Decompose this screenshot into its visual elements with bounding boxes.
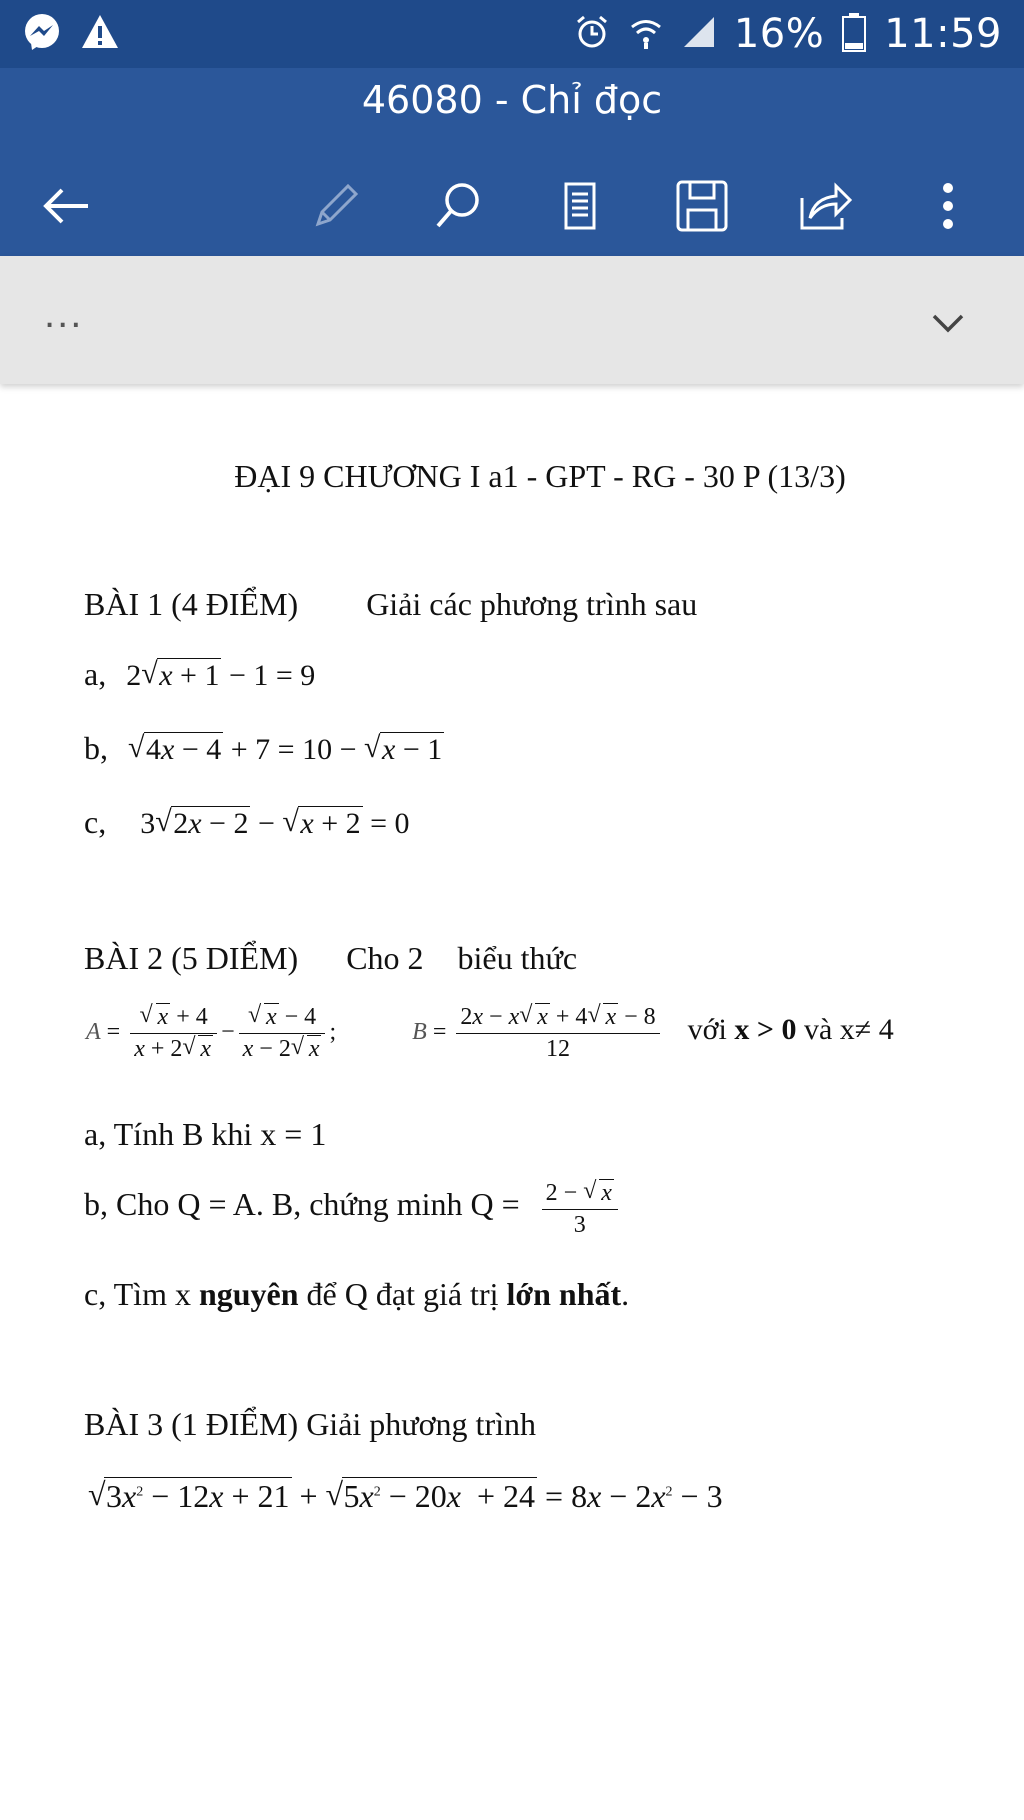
bai2-part-c bbox=[84, 1276, 629, 1313]
app-bar bbox=[0, 68, 1024, 256]
bai1-header bbox=[84, 586, 697, 623]
bai2-title: BÀI 2 (5 DIỂM) bbox=[84, 940, 299, 976]
bai2-condition bbox=[688, 1013, 894, 1046]
messenger-icon bbox=[22, 12, 62, 57]
overflow-menu-icon bbox=[920, 178, 976, 234]
warning-icon bbox=[80, 12, 120, 57]
battery-icon bbox=[842, 12, 866, 57]
document-page bbox=[0, 384, 1024, 1820]
part-c-bold-max: lớn nhất bbox=[506, 1276, 622, 1312]
wifi-icon bbox=[628, 14, 664, 55]
expression-a: A = √ $\frac{x + 4}{x + 2√ x}$ − √ $\frac{x - 4}{x - 2√ x}$ ; bbox=[86, 1019, 342, 1045]
condition-bold: x > 0 bbox=[734, 1013, 797, 1047]
bai3-title: BÀI 3 (1 ĐIỂM) Giải phương trình bbox=[84, 1406, 536, 1442]
search-icon bbox=[430, 178, 486, 234]
back-button[interactable] bbox=[18, 158, 114, 254]
signal-icon bbox=[682, 15, 716, 54]
bai1-c-equation: 3√ 2x − 2 − √ x + 2 = 0 bbox=[140, 807, 409, 840]
part-c-prefix: c, Tìm x bbox=[84, 1276, 191, 1312]
pencil-icon bbox=[308, 178, 364, 234]
bai1-a-label: a, bbox=[84, 656, 107, 692]
status-bar bbox=[0, 0, 1024, 68]
document-heading: ĐẠI 9 CHƯƠNG I a1 - GPT - RG - 30 P (13/3) bbox=[234, 458, 846, 494]
bai1-c-label: c, bbox=[84, 804, 107, 840]
bai1-a-equation: 2√ x + 1 − 1 = 9 bbox=[126, 659, 315, 692]
back-arrow-icon bbox=[38, 178, 94, 234]
document-view-icon bbox=[552, 178, 608, 234]
reading-view-button[interactable] bbox=[532, 158, 628, 254]
ribbon-expand-button[interactable] bbox=[920, 296, 976, 352]
bai2-intro-expression: biểu thức bbox=[457, 940, 578, 976]
save-icon bbox=[674, 178, 730, 234]
bai1-instruction: Giải các phương trình sau bbox=[366, 586, 698, 622]
bai1-title: BÀI 1 (4 ĐIỂM) bbox=[84, 586, 299, 622]
bai2-intro: Cho 2 bbox=[346, 940, 424, 976]
bai1-part-b bbox=[84, 730, 444, 767]
bai2-expressions bbox=[86, 1004, 894, 1063]
bai2-part-b-text: b, Cho Q = A. B, chứng minh Q = bbox=[84, 1186, 520, 1223]
bai2-part-b bbox=[84, 1180, 622, 1239]
battery-percent: 16% bbox=[733, 11, 825, 57]
save-button[interactable] bbox=[654, 158, 750, 254]
ribbon-more-button[interactable]: ... bbox=[44, 292, 84, 336]
alarm-icon bbox=[574, 14, 610, 55]
condition-prefix: với bbox=[687, 1013, 727, 1047]
bai1-part-c bbox=[84, 804, 410, 841]
part-c-end: . bbox=[621, 1276, 630, 1312]
bai1-part-a bbox=[84, 656, 315, 693]
share-icon bbox=[796, 178, 852, 234]
bai2-header bbox=[84, 940, 577, 977]
chevron-down-icon bbox=[928, 304, 968, 344]
expression-b: B = $\frac{2x - x√ x + 4√ x - 8}{12}$ bbox=[412, 1019, 669, 1045]
bai1-b-equation: √ 4x − 4 + 7 = 10 − √ x − 1 bbox=[128, 733, 444, 766]
bai2-part-a: a, Tính B khi x = 1 bbox=[84, 1116, 327, 1152]
toolbar bbox=[0, 158, 1024, 254]
ribbon-bar bbox=[0, 256, 1024, 384]
clock: 11:59 bbox=[884, 11, 1002, 57]
document-title: 46080 - Chỉ đọc bbox=[361, 78, 663, 122]
edit-button[interactable] bbox=[288, 158, 384, 254]
more-options-button[interactable] bbox=[900, 158, 996, 254]
bai1-b-label: b, bbox=[84, 730, 108, 766]
part-c-bold-integer: nguyên bbox=[198, 1276, 299, 1312]
part-c-mid: để Q đạt giá trị bbox=[306, 1276, 499, 1312]
bai3-equation: √ $3x^2 - 12x + 21$ + √ $5x^2 - 20x + 24 = 8x - 2x^2 - 3$ bbox=[88, 1478, 723, 1515]
condition-suffix: và x≠ 4 bbox=[803, 1013, 894, 1047]
q-formula: $\frac{2 - √ x}{3}$ bbox=[538, 1195, 622, 1221]
share-button[interactable] bbox=[776, 158, 872, 254]
search-button[interactable] bbox=[410, 158, 506, 254]
